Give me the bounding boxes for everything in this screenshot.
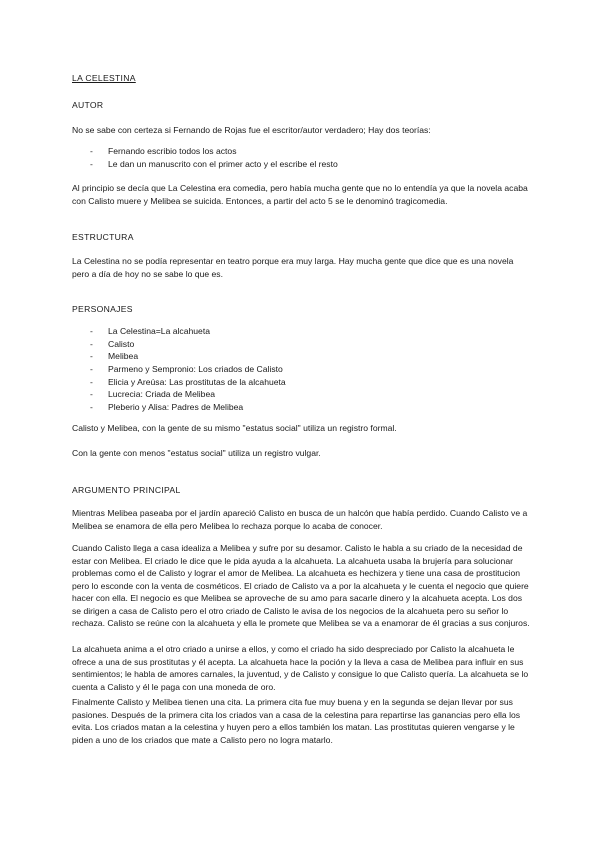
list-item: - Le dan un manuscrito con el primer acto y el escribe el resto [72, 158, 532, 171]
argumento-paragraph-4: Finalmente Calisto y Melibea tienen una cita. La primera cita fue muy buena y en la segunda se dejan llevar por sus pasiones. Después de la primera cita los criados van a casa de la celestina para repartirse las ganancias pero ella los evita. Los criados matan a la celestina y huyen pero a ellos también los matan. Las prostitutas quieren vengarse y le piden a uno de los criados que mate a Calisto pero no logra matarlo. [72, 697, 521, 745]
autor-intro: No se sabe con certeza si Fernando de Rojas fue el escritor/autor verdadero; Hay dos teorías: [72, 125, 431, 135]
argumento-paragraph-1: Mientras Melibea paseaba por el jardín apareció Calisto en busca de un halcón que había perdido. Cuando Calisto ve a Melibea se enamora de ella pero Melibea lo rechaza porque lo acaba de conocer. [72, 508, 528, 531]
section-heading-argumento: ARGUMENTO PRINCIPAL [72, 485, 181, 495]
list-item: - La Celestina=La alcahueta [72, 325, 532, 338]
list-item: - Elicia y Areúsa: Las prostitutas de la alcahueta [72, 376, 532, 389]
personajes-note-formal: Calisto y Melibea, con la gente de su mismo "estatus social" utiliza un registro formal. [72, 423, 397, 433]
list-item: - Fernando escribio todos los actos [72, 145, 532, 158]
list-item: - Calisto [72, 338, 532, 351]
autor-paragraph: Al principio se decía que La Celestina era comedia, pero había mucha gente que no lo entendía ya que la novela acaba con Calisto muere y Melibea se suicida. Entonces, a partir del acto 5 se le denominó tragicomedia. [72, 183, 528, 206]
argumento-paragraph-3: La alcahueta anima a el otro criado a unirse a ellos, y como el criado ha sido despreciado por Calisto la alcahueta le ofrece a una de sus prostitutas y él acepta. La alcahueta hace la poción y la lleva a casa de Melibea para influir en sus sentimientos; le habla de amores carnales, la juventud, y de Calisto y consigue lo que Calisto quería. La alcahueta se lo cuenta a Calisto y él le paga con una moneda de oro. [72, 644, 529, 692]
list-item: - Lucrecia: Criada de Melibea [72, 388, 532, 401]
autor-theories-list [72, 145, 532, 170]
section-heading-estructura: ESTRUCTURA [72, 232, 134, 242]
personajes-note-vulgar: Con la gente con menos "estatus social" utiliza un registro vulgar. [72, 448, 321, 458]
personajes-list [72, 325, 532, 414]
list-item: - Melibea [72, 350, 532, 363]
section-heading-autor: AUTOR [72, 100, 104, 110]
argumento-paragraph-2: Cuando Calisto llega a casa idealiza a Melibea y sufre por su desamor. Calisto le habla a su criado de la necesidad de estar con Melibea. El criado le dice que le pida ayuda a la alcahueta. La alcahueta usaba la brujería para solucionar problemas como el de Calisto y lograr el amor de Melibea. La alcahueta es hechizera y tiene una casa de prostitucion pero lo esconde con la venta de cosméticos. El criado de Calisto va a por la alcahueta y le cuenta el negocio que quiere hacer con ella. El negocio es que Melibea se aproveche de su amo para sacarle dinero y la alcahueta acepta. Los dos se dirigen a casa de Calisto pero el otro criado de Calisto le avisa de los negocios de la alcahueta pero su señor lo rechaza. Calisto se reúne con la alcahueta y ella le promete que Melibea se va a enamorar de él gracias a sus conjuros. [72, 543, 530, 628]
estructura-paragraph: La Celestina no se podía representar en teatro porque era muy larga. Hay mucha gente que dice que es una novela pero a día de hoy no se sabe lo que es. [72, 256, 514, 279]
list-item: - Pleberio y Alisa: Padres de Melibea [72, 401, 532, 414]
list-item: - Parmeno y Sempronio: Los criados de Calisto [72, 363, 532, 376]
section-heading-personajes: PERSONAJES [72, 304, 133, 314]
page-title: LA CELESTINA [72, 73, 136, 83]
